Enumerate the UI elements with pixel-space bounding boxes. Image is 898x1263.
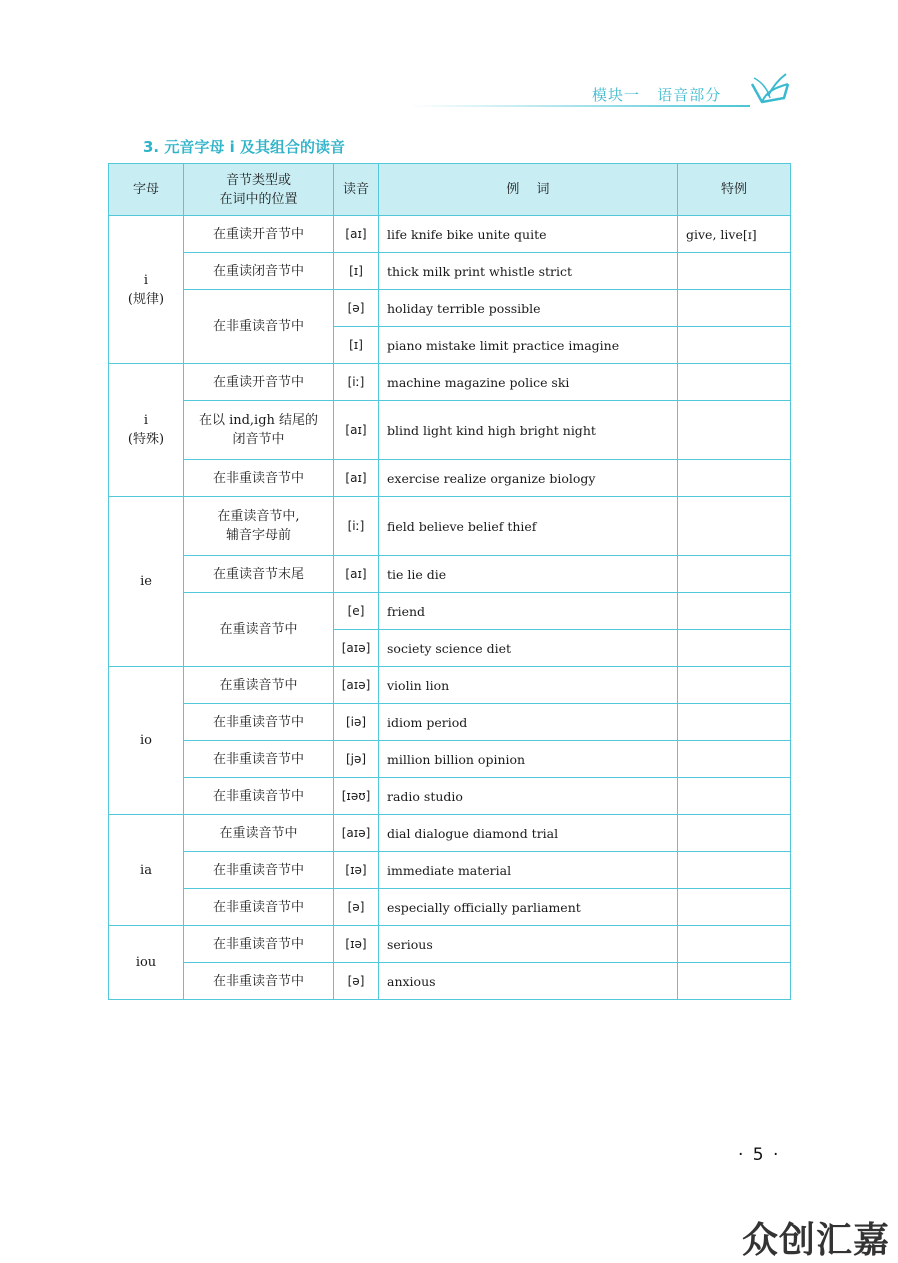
ipa-cell: [e] — [334, 593, 379, 630]
example-words-cell: field believe belief thief — [379, 497, 678, 556]
ipa-cell: [jə] — [334, 741, 379, 778]
example-words-cell: radio studio — [379, 778, 678, 815]
letter-cell: ie — [109, 497, 184, 667]
position-cell: 在重读开音节中 — [184, 216, 334, 253]
open-book-pen-icon — [748, 70, 792, 120]
ipa-cell: [ə] — [334, 290, 379, 327]
example-words-cell: idiom period — [379, 704, 678, 741]
header-position-line2: 在词中的位置 — [219, 191, 298, 207]
table-row — [109, 926, 791, 963]
ipa-cell: [ɪ] — [334, 327, 379, 364]
table-row — [109, 401, 791, 460]
exception-cell — [678, 290, 791, 327]
watermark: 众创汇嘉 — [742, 1220, 891, 1261]
letter-cell: i (规律) — [109, 216, 184, 364]
position-cell: 在非重读音节中 — [184, 963, 334, 1000]
position-cell: 在非重读音节中 — [184, 704, 334, 741]
table-row — [109, 741, 791, 778]
header-rule — [410, 105, 750, 107]
ipa-cell: [ə] — [334, 889, 379, 926]
example-words-cell: exercise realize organize biology — [379, 460, 678, 497]
exception-cell — [678, 364, 791, 401]
page-number: · 5 · — [738, 1145, 781, 1165]
header-examples: 例 词 — [379, 164, 678, 216]
ipa-cell: [aɪə] — [334, 815, 379, 852]
page-header — [0, 0, 898, 120]
letter-cell: i (特殊) — [109, 364, 184, 497]
ipa-cell: [ɪə] — [334, 926, 379, 963]
exception-cell — [678, 253, 791, 290]
table-row — [109, 460, 791, 497]
example-words-cell: million billion opinion — [379, 741, 678, 778]
exception-cell — [678, 963, 791, 1000]
position-cell: 在以 ind,igh 结尾的 闭音节中 — [184, 401, 334, 460]
ipa-cell: [ɪə] — [334, 852, 379, 889]
example-words-cell: society science diet — [379, 630, 678, 667]
table-row — [109, 667, 791, 704]
section-title: 3. 元音字母 i 及其组合的读音 — [143, 138, 345, 156]
letter-cell: iou — [109, 926, 184, 1000]
letter-cell: ia — [109, 815, 184, 926]
ipa-cell: [ɪ] — [334, 253, 379, 290]
position-cell: 在重读音节中, 辅音字母前 — [184, 497, 334, 556]
table-row — [109, 253, 791, 290]
exception-cell — [678, 852, 791, 889]
exception-cell — [678, 630, 791, 667]
ipa-cell: [iə] — [334, 704, 379, 741]
ipa-cell: [aɪ] — [334, 216, 379, 253]
example-words-cell: life knife bike unite quite — [379, 216, 678, 253]
exception-cell — [678, 778, 791, 815]
ipa-cell: [iː] — [334, 364, 379, 401]
table-header-row — [109, 164, 791, 216]
exception-cell — [678, 497, 791, 556]
table-row — [109, 704, 791, 741]
example-words-cell: blind light kind high bright night — [379, 401, 678, 460]
example-words-cell: tie lie die — [379, 556, 678, 593]
position-cell: 在非重读音节中 — [184, 926, 334, 963]
exception-cell — [678, 593, 791, 630]
position-cell: 在非重读音节中 — [184, 778, 334, 815]
table-row — [109, 778, 791, 815]
position-cell: 在非重读音节中 — [184, 741, 334, 778]
position-cell: 在重读闭音节中 — [184, 253, 334, 290]
exception-cell — [678, 704, 791, 741]
table-row — [109, 364, 791, 401]
example-words-cell: serious — [379, 926, 678, 963]
table-row — [109, 216, 791, 253]
header-exceptions: 特例 — [678, 164, 791, 216]
exception-cell — [678, 926, 791, 963]
exception-cell — [678, 667, 791, 704]
exception-cell — [678, 741, 791, 778]
ipa-cell: [aɪ] — [334, 556, 379, 593]
header-letter: 字母 — [109, 164, 184, 216]
position-cell: 在非重读音节中 — [184, 460, 334, 497]
example-words-cell: machine magazine police ski — [379, 364, 678, 401]
example-words-cell: dial dialogue diamond trial — [379, 815, 678, 852]
table-row — [109, 963, 791, 1000]
example-words-cell: immediate material — [379, 852, 678, 889]
header-sound: 读音 — [334, 164, 379, 216]
position-cell: 在重读音节末尾 — [184, 556, 334, 593]
ipa-cell: [ə] — [334, 963, 379, 1000]
position-cell: 在非重读音节中 — [184, 290, 334, 364]
example-words-cell: anxious — [379, 963, 678, 1000]
position-cell: 在非重读音节中 — [184, 889, 334, 926]
exception-cell — [678, 327, 791, 364]
table-row — [109, 497, 791, 556]
header-position — [184, 164, 334, 216]
ipa-cell: [aɪ] — [334, 460, 379, 497]
table-row — [109, 593, 791, 630]
table-row — [109, 815, 791, 852]
position-cell: 在重读开音节中 — [184, 364, 334, 401]
header-position-line1: 音节类型或 — [225, 172, 291, 188]
table-row — [109, 556, 791, 593]
position-cell: 在非重读音节中 — [184, 852, 334, 889]
example-words-cell: friend — [379, 593, 678, 630]
exception-cell — [678, 401, 791, 460]
ipa-cell: [aɪə] — [334, 667, 379, 704]
ipa-cell: [aɪə] — [334, 630, 379, 667]
exception-cell — [678, 889, 791, 926]
ipa-cell: [iː] — [334, 497, 379, 556]
ipa-cell: [ɪəʊ] — [334, 778, 379, 815]
pronunciation-table — [108, 163, 791, 1000]
example-words-cell: thick milk print whistle strict — [379, 253, 678, 290]
exception-cell — [678, 815, 791, 852]
letter-cell: io — [109, 667, 184, 815]
exception-cell — [678, 460, 791, 497]
exception-cell — [678, 556, 791, 593]
position-cell: 在重读音节中 — [184, 815, 334, 852]
table-row — [109, 852, 791, 889]
example-words-cell: holiday terrible possible — [379, 290, 678, 327]
header-title: 模块一 语音部分 — [592, 86, 722, 104]
position-cell: 在重读音节中 — [184, 667, 334, 704]
example-words-cell: especially officially parliament — [379, 889, 678, 926]
table-row — [109, 290, 791, 327]
table-row — [109, 889, 791, 926]
position-cell: 在重读音节中 — [184, 593, 334, 667]
example-words-cell: violin lion — [379, 667, 678, 704]
exception-cell: give, live[ɪ] — [678, 216, 791, 253]
ipa-cell: [aɪ] — [334, 401, 379, 460]
example-words-cell: piano mistake limit practice imagine — [379, 327, 678, 364]
